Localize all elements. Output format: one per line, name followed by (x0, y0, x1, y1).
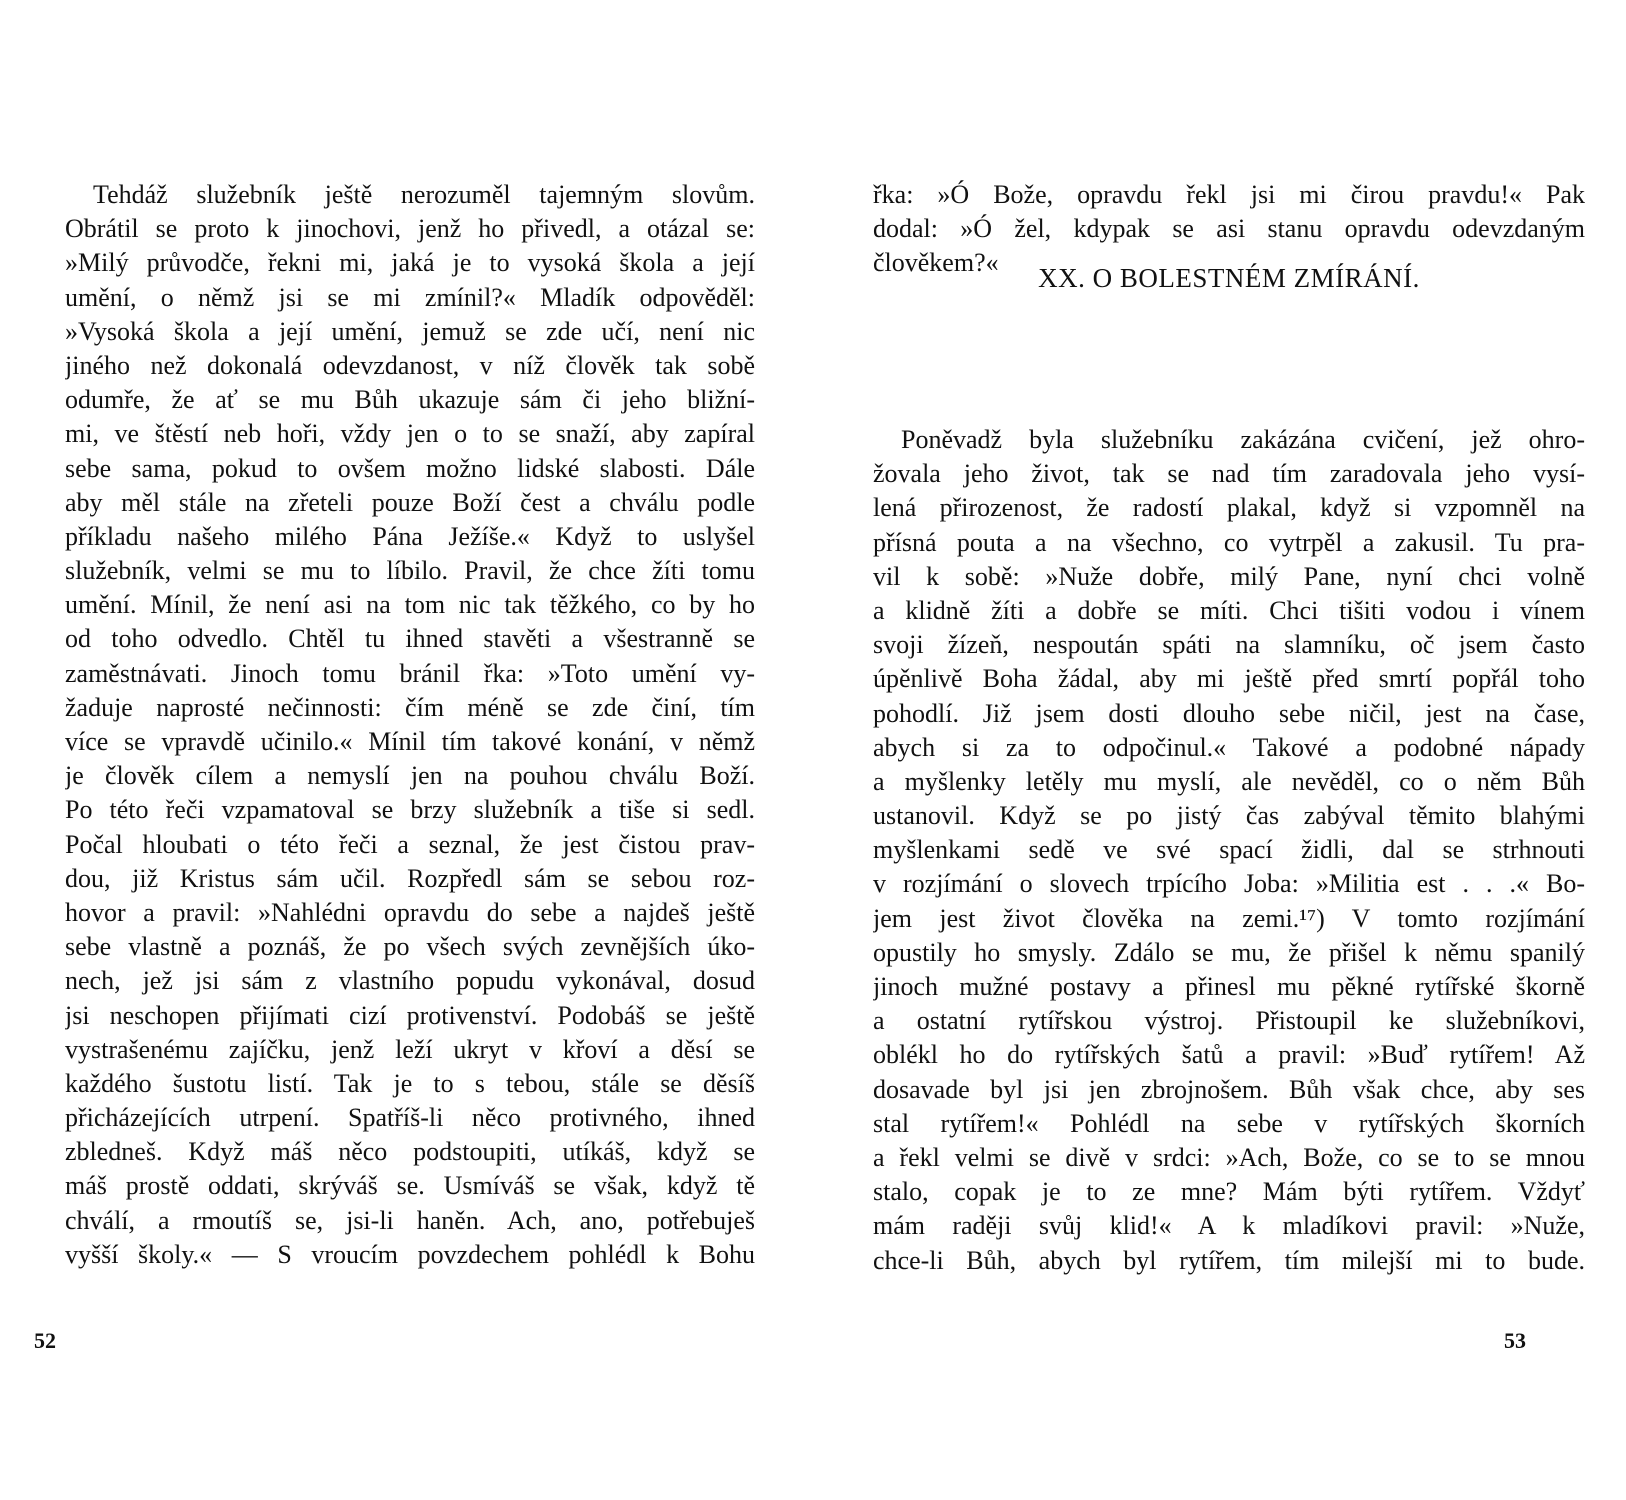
text-line: svoji žízeň, nespoután spáti na slamníku, oč jsem často (873, 630, 1585, 660)
text-line: přicházejících utrpení. Spatříš-li něco protivného, ihned (65, 1103, 755, 1133)
text-line: sebe vlastně a poznáš, že po všech svých zevnějších úko- (65, 932, 755, 962)
left-page-text (65, 178, 755, 1272)
text-line: řka: »Ó Bože, opravdu řekl jsi mi čirou pravdu!« Pak (873, 180, 1585, 209)
text-line: hovor a pravil: »Nahlédni opravdu do sebe a najdeš ještě (65, 897, 755, 927)
text-line: každého šustotu listí. Tak je to s tebou, stále se děsíš (65, 1068, 755, 1098)
text-line: chce-li Bůh, abych byl rytířem, tím milejší mi to bude. (873, 1245, 1585, 1275)
text-line: služebník, velmi se mu to líbilo. Pravil, že chce žíti tomu (65, 556, 755, 586)
text-line: a klidně žíti a dobře se míti. Chci tišiti vodou i vínem (873, 595, 1585, 625)
text-line: dodal: »Ó žel, kdypak se asi stanu opravdu odevzdaným (873, 214, 1585, 244)
text-line: opustily ho smysly. Zdálo se mu, že přišel k němu spanilý (873, 937, 1585, 967)
text-line: nech, jež jsi sám z vlastního popudu vykonával, dosud (65, 966, 755, 996)
text-line: více se vpravdě učinilo.« Mínil tím takové konání, v němž (65, 727, 755, 756)
text-line: přísná pouta a na všechno, co vytrpěl a zakusil. Tu pra- (873, 527, 1585, 557)
text-line: abych si za to odpočinul.« Takové a podobné nápady (873, 732, 1585, 762)
text-line: Počal hloubati o této řeči a seznal, že jest čistou prav- (65, 829, 755, 859)
text-line: zbledneš. Když máš něco podstoupiti, utíkáš, když se (65, 1137, 755, 1167)
text-line: dosavade byl jsi jen zbrojnošem. Bůh však chce, aby ses (873, 1074, 1585, 1104)
text-line: člověkem?« (873, 248, 999, 278)
text-line: aby měl stále na zřeteli pouze Boží čest a chválu podle (65, 487, 755, 517)
text-line: ustanovil. Když se po jistý čas zabýval těmito blahými (873, 801, 1585, 831)
text-line: lená přirozenost, že radostí plakal, když si vzpomněl na (873, 493, 1585, 523)
text-line: mám raději svůj klid!« A k mladíkovi pravil: »Nuže, (873, 1211, 1585, 1241)
chapter-heading: XX. O BOLESTNÉM ZMÍRÁNÍ. (1038, 263, 1420, 293)
text-line: chválí, a rmoutíš se, jsi-li haněn. Ach, ano, potřebuješ (65, 1205, 755, 1235)
text-line: jinoch mužné postavy a přinesl mu pěkné rytířské škorně (873, 972, 1585, 1001)
text-line: je člověk cílem a nemyslí jen na pouhou chválu Boží. (65, 761, 755, 791)
text-line: vil k sobě: »Nuže dobře, milý Pane, nyní chci volně (873, 561, 1585, 591)
text-line: a myšlenky letěly mu myslí, ale nevěděl, co o něm Bůh (873, 766, 1585, 796)
text-line: pohodlí. Již jsem dosti dlouho sebe ničil, jest na čase, (873, 698, 1585, 728)
text-line: sebe sama, pokud to ovšem možno lidské slabosti. Dále (65, 453, 755, 483)
text-line: umění. Mínil, že není asi na tom nic tak těžkého, co by ho (65, 590, 755, 620)
text-line: žaduje naprosté nečinnosti: čím méně se zde činí, tím (65, 692, 755, 722)
text-line: jiného než dokonalá odevzdanost, v níž člověk tak sobě (65, 350, 755, 380)
text-line: Tehdáž služebník ještě nerozuměl tajemným slovům. (93, 180, 755, 209)
text-line: zaměstnávati. Jinoch tomu bránil řka: »Toto umění vy- (65, 658, 755, 688)
text-line: odumře, že ať se mu Bůh ukazuje sám či jeho bližní- (65, 385, 755, 415)
right-page (813, 0, 1626, 1500)
text-line: od toho odvedlo. Chtěl tu ihned stavěti a všestranně se (65, 624, 755, 654)
text-line: mi, ve štěstí neb hoři, vždy jen o to se snaží, aby zapíral (65, 419, 755, 449)
text-line: jsi neschopen přijímati cizí protivenství. Podobáš se ještě (65, 1000, 755, 1030)
text-line: stal rytířem!« Pohlédl na sebe v rytířských škorních (873, 1108, 1585, 1138)
text-line: a řekl velmi se divě v srdci: »Ach, Bože, co se to se mnou (873, 1142, 1585, 1172)
text-line: v rozjímání o slovech trpícího Joba: »Militia est . . .« Bo- (873, 869, 1585, 899)
text-line: Po této řeči vzpamatoval se brzy služebník a tiše si sedl. (65, 795, 755, 825)
page-number: 53 (1504, 1328, 1526, 1353)
right-page-text (873, 423, 1585, 1278)
text-line: dou, již Kristus sám učil. Rozpředl sám se sebou roz- (65, 863, 755, 893)
text-line: umění, o němž jsi se mi zmínil?« Mladík odpověděl: (65, 282, 755, 312)
text-line: myšlenkami sedě ve své spací židli, dal se strhnouti (873, 835, 1585, 865)
text-line: jem jest život člověka na zemi.¹⁷) V tomto rozjímání (873, 903, 1585, 933)
text-line: máš prostě oddati, skrýváš se. Usmíváš se však, když tě (65, 1171, 755, 1201)
text-line: stalo, copak je to ze mne? Mám býti rytířem. Vždyť (873, 1177, 1585, 1207)
text-line: vyšší školy.« — S vroucím povzdechem pohlédl k Bohu (65, 1239, 755, 1269)
text-line: Obrátil se proto k jinochovi, jenž ho přivedl, a otázal se: (65, 214, 755, 244)
text-line: Poněvadž byla služebníku zakázána cvičení, jež ohro- (901, 425, 1585, 454)
text-line: »Milý průvodče, řekni mi, jaká je to vysoká škola a její (65, 248, 755, 278)
text-line: příkladu našeho milého Pána Ježíše.« Když to uslyšel (65, 521, 755, 551)
page-number: 52 (34, 1328, 56, 1353)
text-line: a ostatní rytířskou výstroj. Přistoupil ke služebníkovi, (873, 1006, 1585, 1036)
text-line: »Vysoká škola a její umění, jemuž se zde učí, není nic (65, 316, 755, 346)
text-line: oblékl ho do rytířských šatů a pravil: »Buď rytířem! Až (873, 1040, 1585, 1070)
text-line: vystrašenému zajíčku, jenž leží ukryt v křoví a děsí se (65, 1034, 755, 1064)
text-line: úpěnlivě Boha žádal, aby mi ještě před smrtí popřál toho (873, 664, 1585, 694)
text-line: žovala jeho život, tak se nad tím zaradovala jeho vysí- (873, 459, 1585, 489)
